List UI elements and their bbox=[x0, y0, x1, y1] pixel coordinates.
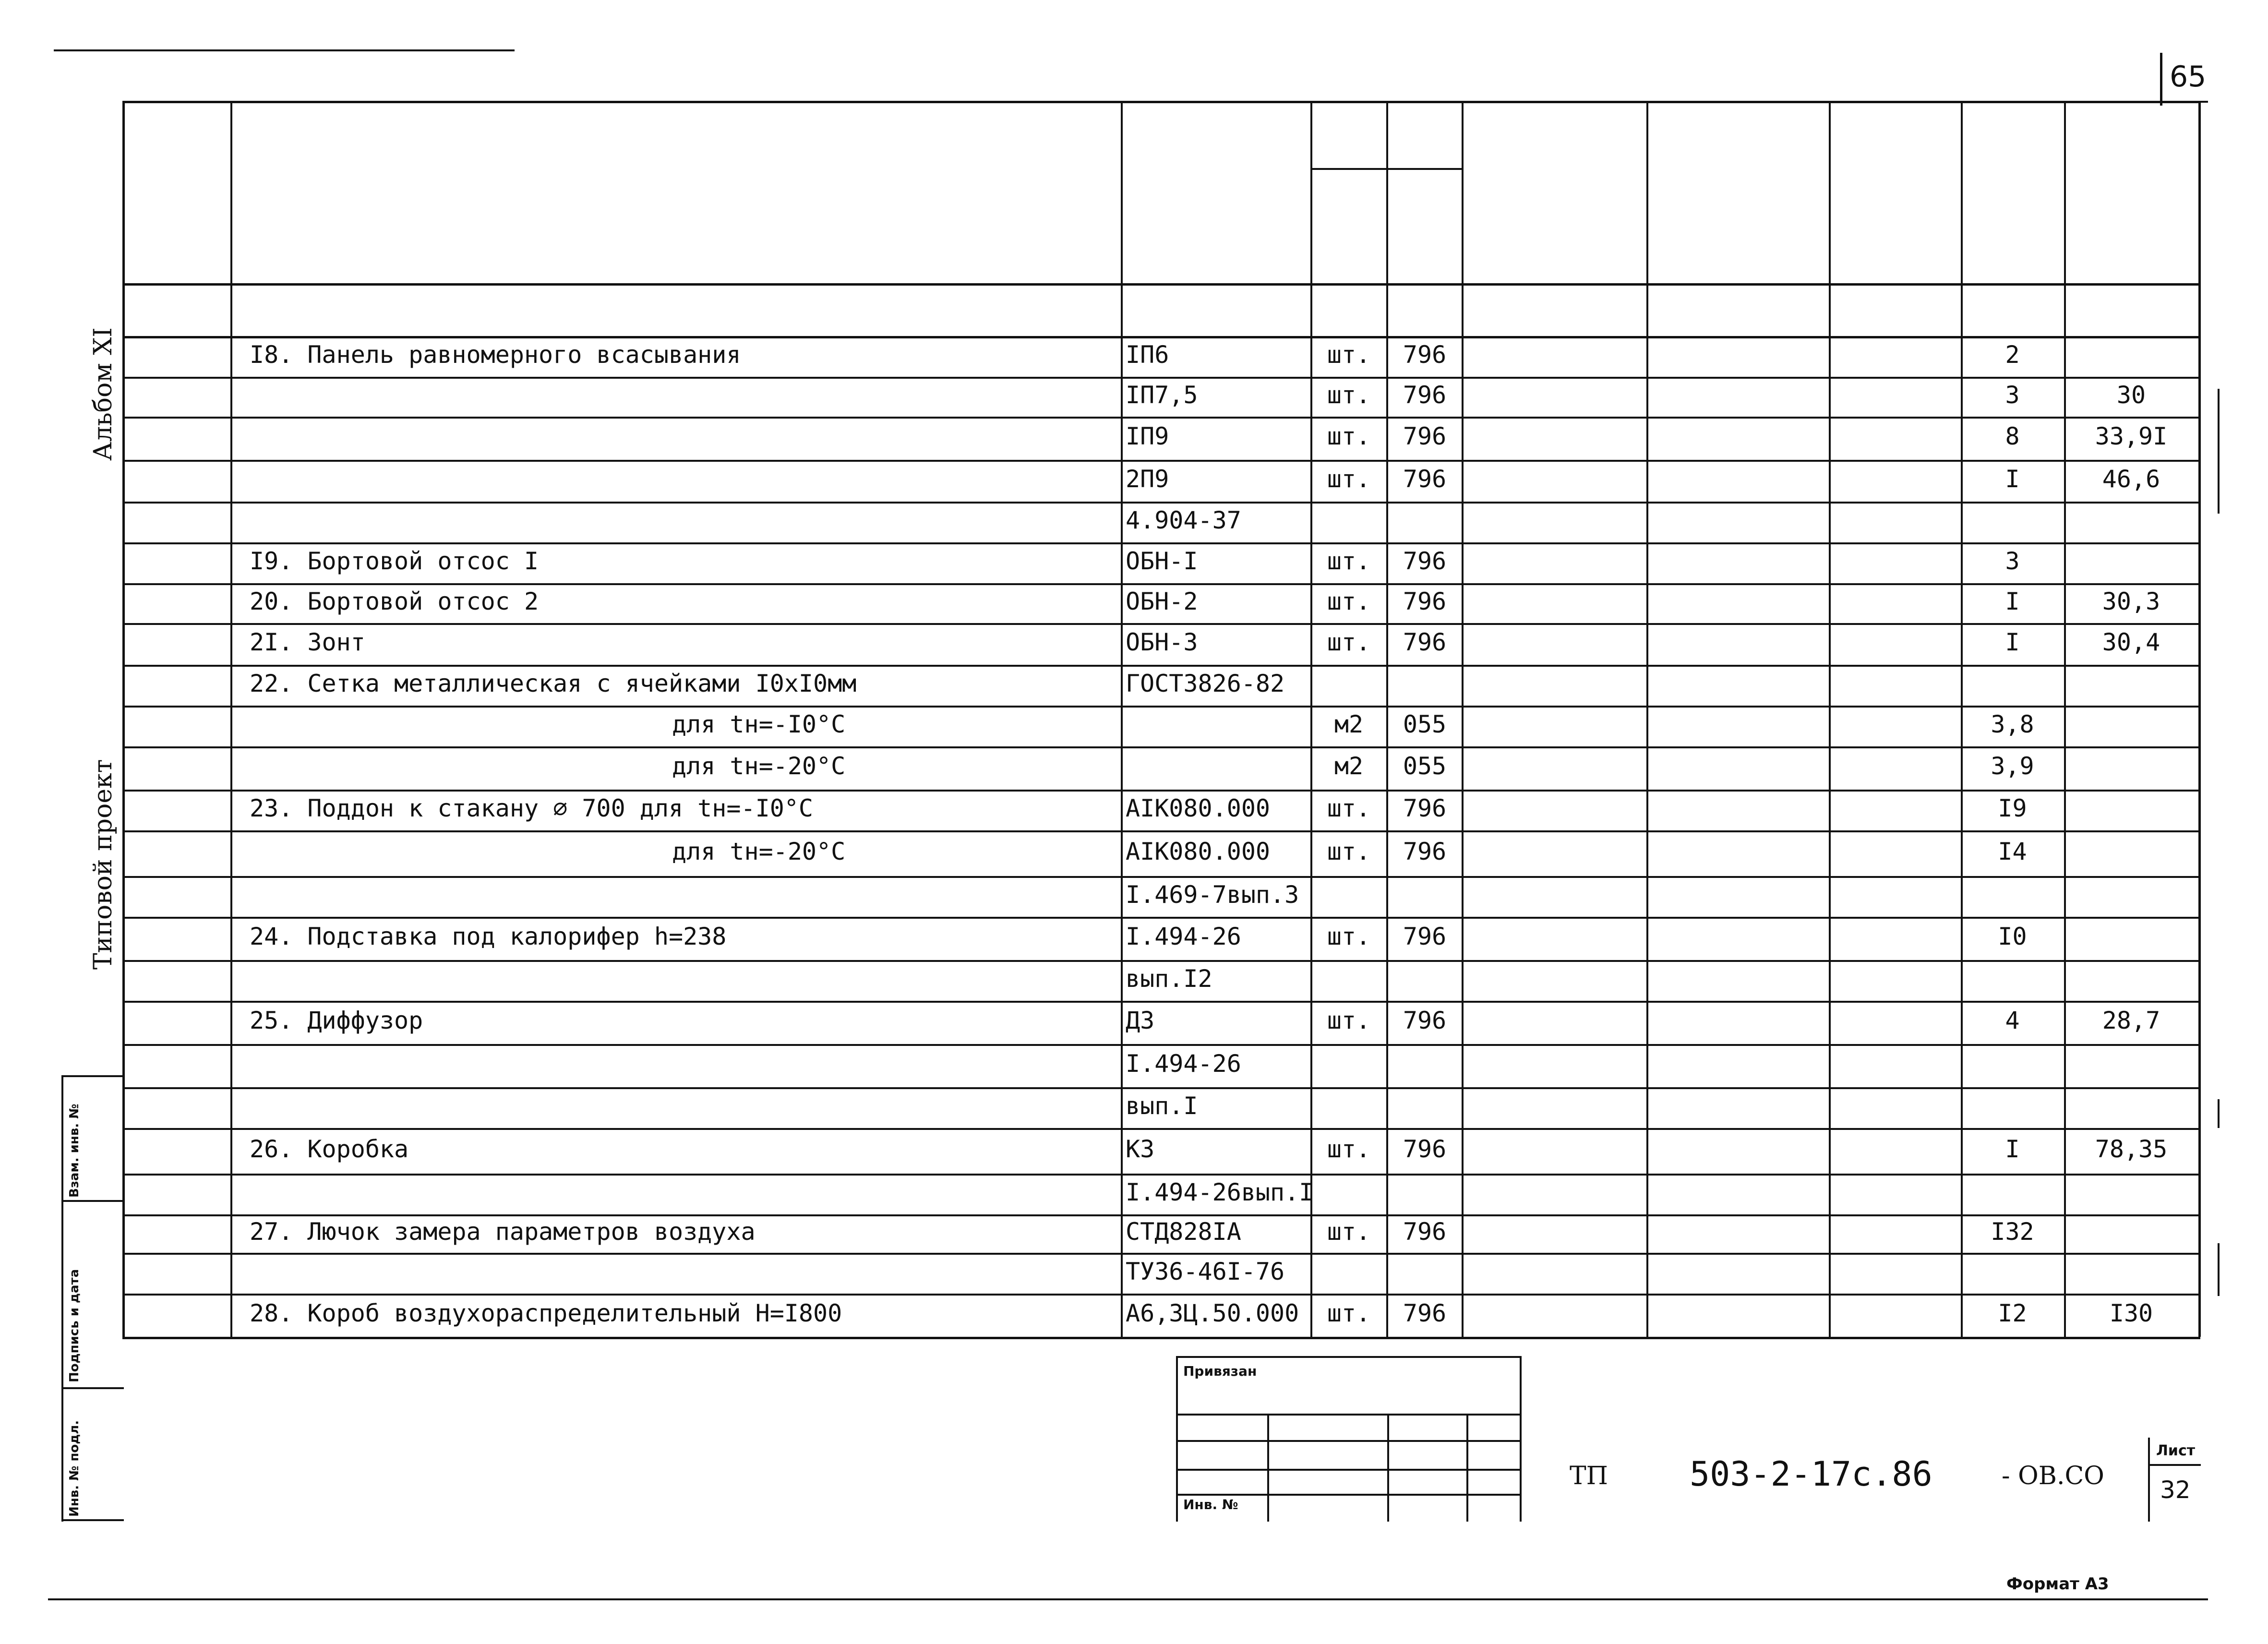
row-code: 796 bbox=[1403, 422, 1447, 450]
row-unit: шт. bbox=[1327, 587, 1371, 615]
row-quantity: I32 bbox=[1991, 1218, 2034, 1246]
row-code: 796 bbox=[1403, 1299, 1447, 1327]
row-unit: шт. bbox=[1327, 340, 1371, 369]
row-mass: 28,7 bbox=[2102, 1007, 2160, 1034]
row-code: 055 bbox=[1403, 710, 1447, 738]
row-code: 796 bbox=[1403, 628, 1447, 656]
row-code: 796 bbox=[1403, 587, 1447, 615]
row-name: I8. Панель равномерного всасывания bbox=[250, 340, 741, 369]
inv-original-box: Инв. № подл. bbox=[67, 1420, 82, 1517]
row-type: Д3 bbox=[1126, 1007, 1155, 1034]
row-unit: шт. bbox=[1327, 837, 1371, 865]
row-quantity: I0 bbox=[1998, 923, 2027, 950]
row-unit: шт. bbox=[1327, 628, 1371, 656]
row-quantity: 3,9 bbox=[1991, 752, 2034, 780]
row-type: I.494-26вып.I bbox=[1126, 1178, 1314, 1206]
row-name: для tн=-20°С bbox=[672, 837, 846, 865]
row-quantity: 3 bbox=[2005, 547, 2020, 575]
row-unit: шт. bbox=[1327, 465, 1371, 493]
album-label: Альбом XI bbox=[89, 327, 118, 461]
row-quantity: 8 bbox=[2005, 422, 2020, 450]
row-quantity: I4 bbox=[1998, 837, 2027, 865]
privyazan-label: Привязан bbox=[1183, 1363, 1257, 1379]
row-code: 796 bbox=[1403, 465, 1447, 493]
row-name: 26. Коробка bbox=[250, 1135, 409, 1163]
row-type: I.469-7вып.3 bbox=[1126, 880, 1299, 909]
row-unit: шт. bbox=[1327, 1007, 1371, 1034]
row-quantity: I bbox=[2005, 587, 2020, 615]
row-code: 796 bbox=[1403, 837, 1447, 865]
row-code: 796 bbox=[1403, 794, 1447, 822]
row-name: 2I. Зонт bbox=[250, 628, 365, 656]
row-code: 796 bbox=[1403, 547, 1447, 575]
row-unit: шт. bbox=[1327, 547, 1371, 575]
row-quantity: 2 bbox=[2005, 340, 2020, 369]
row-type: 2П9 bbox=[1126, 465, 1169, 493]
row-name: 22. Сетка металлическая с ячейками I0хI0мм bbox=[250, 669, 857, 697]
row-type: IП9 bbox=[1126, 422, 1169, 450]
row-name: 25. Диффузор bbox=[250, 1007, 423, 1034]
row-unit: шт. bbox=[1327, 1299, 1371, 1327]
row-name: 27. Лючок замера параметров воздуха bbox=[250, 1218, 756, 1246]
row-name: 24. Подставка под калорифер h=238 bbox=[250, 923, 727, 950]
project-label: Типовой проект bbox=[89, 759, 118, 970]
row-name: 20. Бортовой отсос 2 bbox=[250, 587, 539, 615]
row-type: IП6 bbox=[1126, 340, 1169, 369]
row-type: К3 bbox=[1126, 1135, 1155, 1163]
row-type: вып.I bbox=[1126, 1092, 1198, 1120]
row-quantity: I bbox=[2005, 1135, 2020, 1163]
row-mass: 30 bbox=[2116, 381, 2146, 409]
row-type: I.494-26 bbox=[1126, 1050, 1241, 1078]
row-code: 796 bbox=[1403, 1218, 1447, 1246]
row-mass: 46,6 bbox=[2102, 465, 2160, 493]
row-unit: м2 bbox=[1334, 710, 1364, 738]
signature-date-box: Подпись и дата bbox=[67, 1269, 82, 1382]
row-unit: шт. bbox=[1327, 1135, 1371, 1163]
row-code: 796 bbox=[1403, 1135, 1447, 1163]
row-type: ОБН-I bbox=[1126, 547, 1198, 575]
row-code: 796 bbox=[1403, 381, 1447, 409]
row-mass: 33,9I bbox=[2095, 422, 2168, 450]
row-name: 28. Короб воздухораспределительный Н=I800 bbox=[250, 1299, 842, 1327]
page-number: 65 bbox=[2170, 60, 2207, 94]
row-code: 796 bbox=[1403, 923, 1447, 950]
row-unit: шт. bbox=[1327, 381, 1371, 409]
doc-suffix: - ОВ.СО bbox=[2002, 1462, 2104, 1490]
row-mass: 30,3 bbox=[2102, 587, 2160, 615]
row-code: 796 bbox=[1403, 340, 1447, 369]
row-type: АIК080.000 bbox=[1126, 794, 1271, 822]
row-type: ОБН-3 bbox=[1126, 628, 1198, 656]
row-mass: 78,35 bbox=[2095, 1135, 2168, 1163]
row-type: АIК080.000 bbox=[1126, 837, 1271, 865]
row-type: ТУ36-46I-76 bbox=[1126, 1257, 1285, 1285]
row-quantity: I9 bbox=[1998, 794, 2027, 822]
row-mass: I30 bbox=[2109, 1299, 2153, 1327]
row-code: 796 bbox=[1403, 1007, 1447, 1034]
row-name: для tн=-I0°С bbox=[672, 710, 846, 738]
row-unit: шт. bbox=[1327, 422, 1371, 450]
sheet-number: 32 bbox=[2160, 1476, 2191, 1504]
row-name: для tн=-20°С bbox=[672, 752, 846, 780]
row-type: ОБН-2 bbox=[1126, 587, 1198, 615]
format-label: Формат А3 bbox=[2006, 1574, 2109, 1594]
row-type: вып.I2 bbox=[1126, 964, 1212, 993]
row-type: СТД828IА bbox=[1126, 1218, 1241, 1246]
row-mass: 30,4 bbox=[2102, 628, 2160, 656]
row-type: ГОСТ3826-82 bbox=[1126, 669, 1285, 697]
row-quantity: 4 bbox=[2005, 1007, 2020, 1034]
row-unit: шт. bbox=[1327, 794, 1371, 822]
row-quantity: 3,8 bbox=[1991, 710, 2034, 738]
row-quantity: 3 bbox=[2005, 381, 2020, 409]
doc-number: 503-2-17с.86 bbox=[1690, 1454, 1932, 1494]
tp-label: ТП bbox=[1570, 1462, 1608, 1490]
row-name: 23. Поддон к стакану ∅ 700 для tн=-I0°С bbox=[250, 794, 813, 822]
row-type: I.494-26 bbox=[1126, 923, 1241, 950]
inv-label: Инв. № bbox=[1183, 1497, 1238, 1512]
row-quantity: I2 bbox=[1998, 1299, 2027, 1327]
row-quantity: I bbox=[2005, 628, 2020, 656]
row-code: 055 bbox=[1403, 752, 1447, 780]
row-unit: шт. bbox=[1327, 923, 1371, 950]
row-type: 4.904-37 bbox=[1126, 506, 1241, 534]
row-name: I9. Бортовой отсос I bbox=[250, 547, 539, 575]
replace-inv-box: Взам. инв. № bbox=[67, 1104, 82, 1198]
sheet-label: Лист bbox=[2156, 1442, 2196, 1459]
row-unit: шт. bbox=[1327, 1218, 1371, 1246]
row-type: IП7,5 bbox=[1126, 381, 1198, 409]
row-quantity: I bbox=[2005, 465, 2020, 493]
row-unit: м2 bbox=[1334, 752, 1364, 780]
row-type: А6,3Ц.50.000 bbox=[1126, 1299, 1299, 1327]
